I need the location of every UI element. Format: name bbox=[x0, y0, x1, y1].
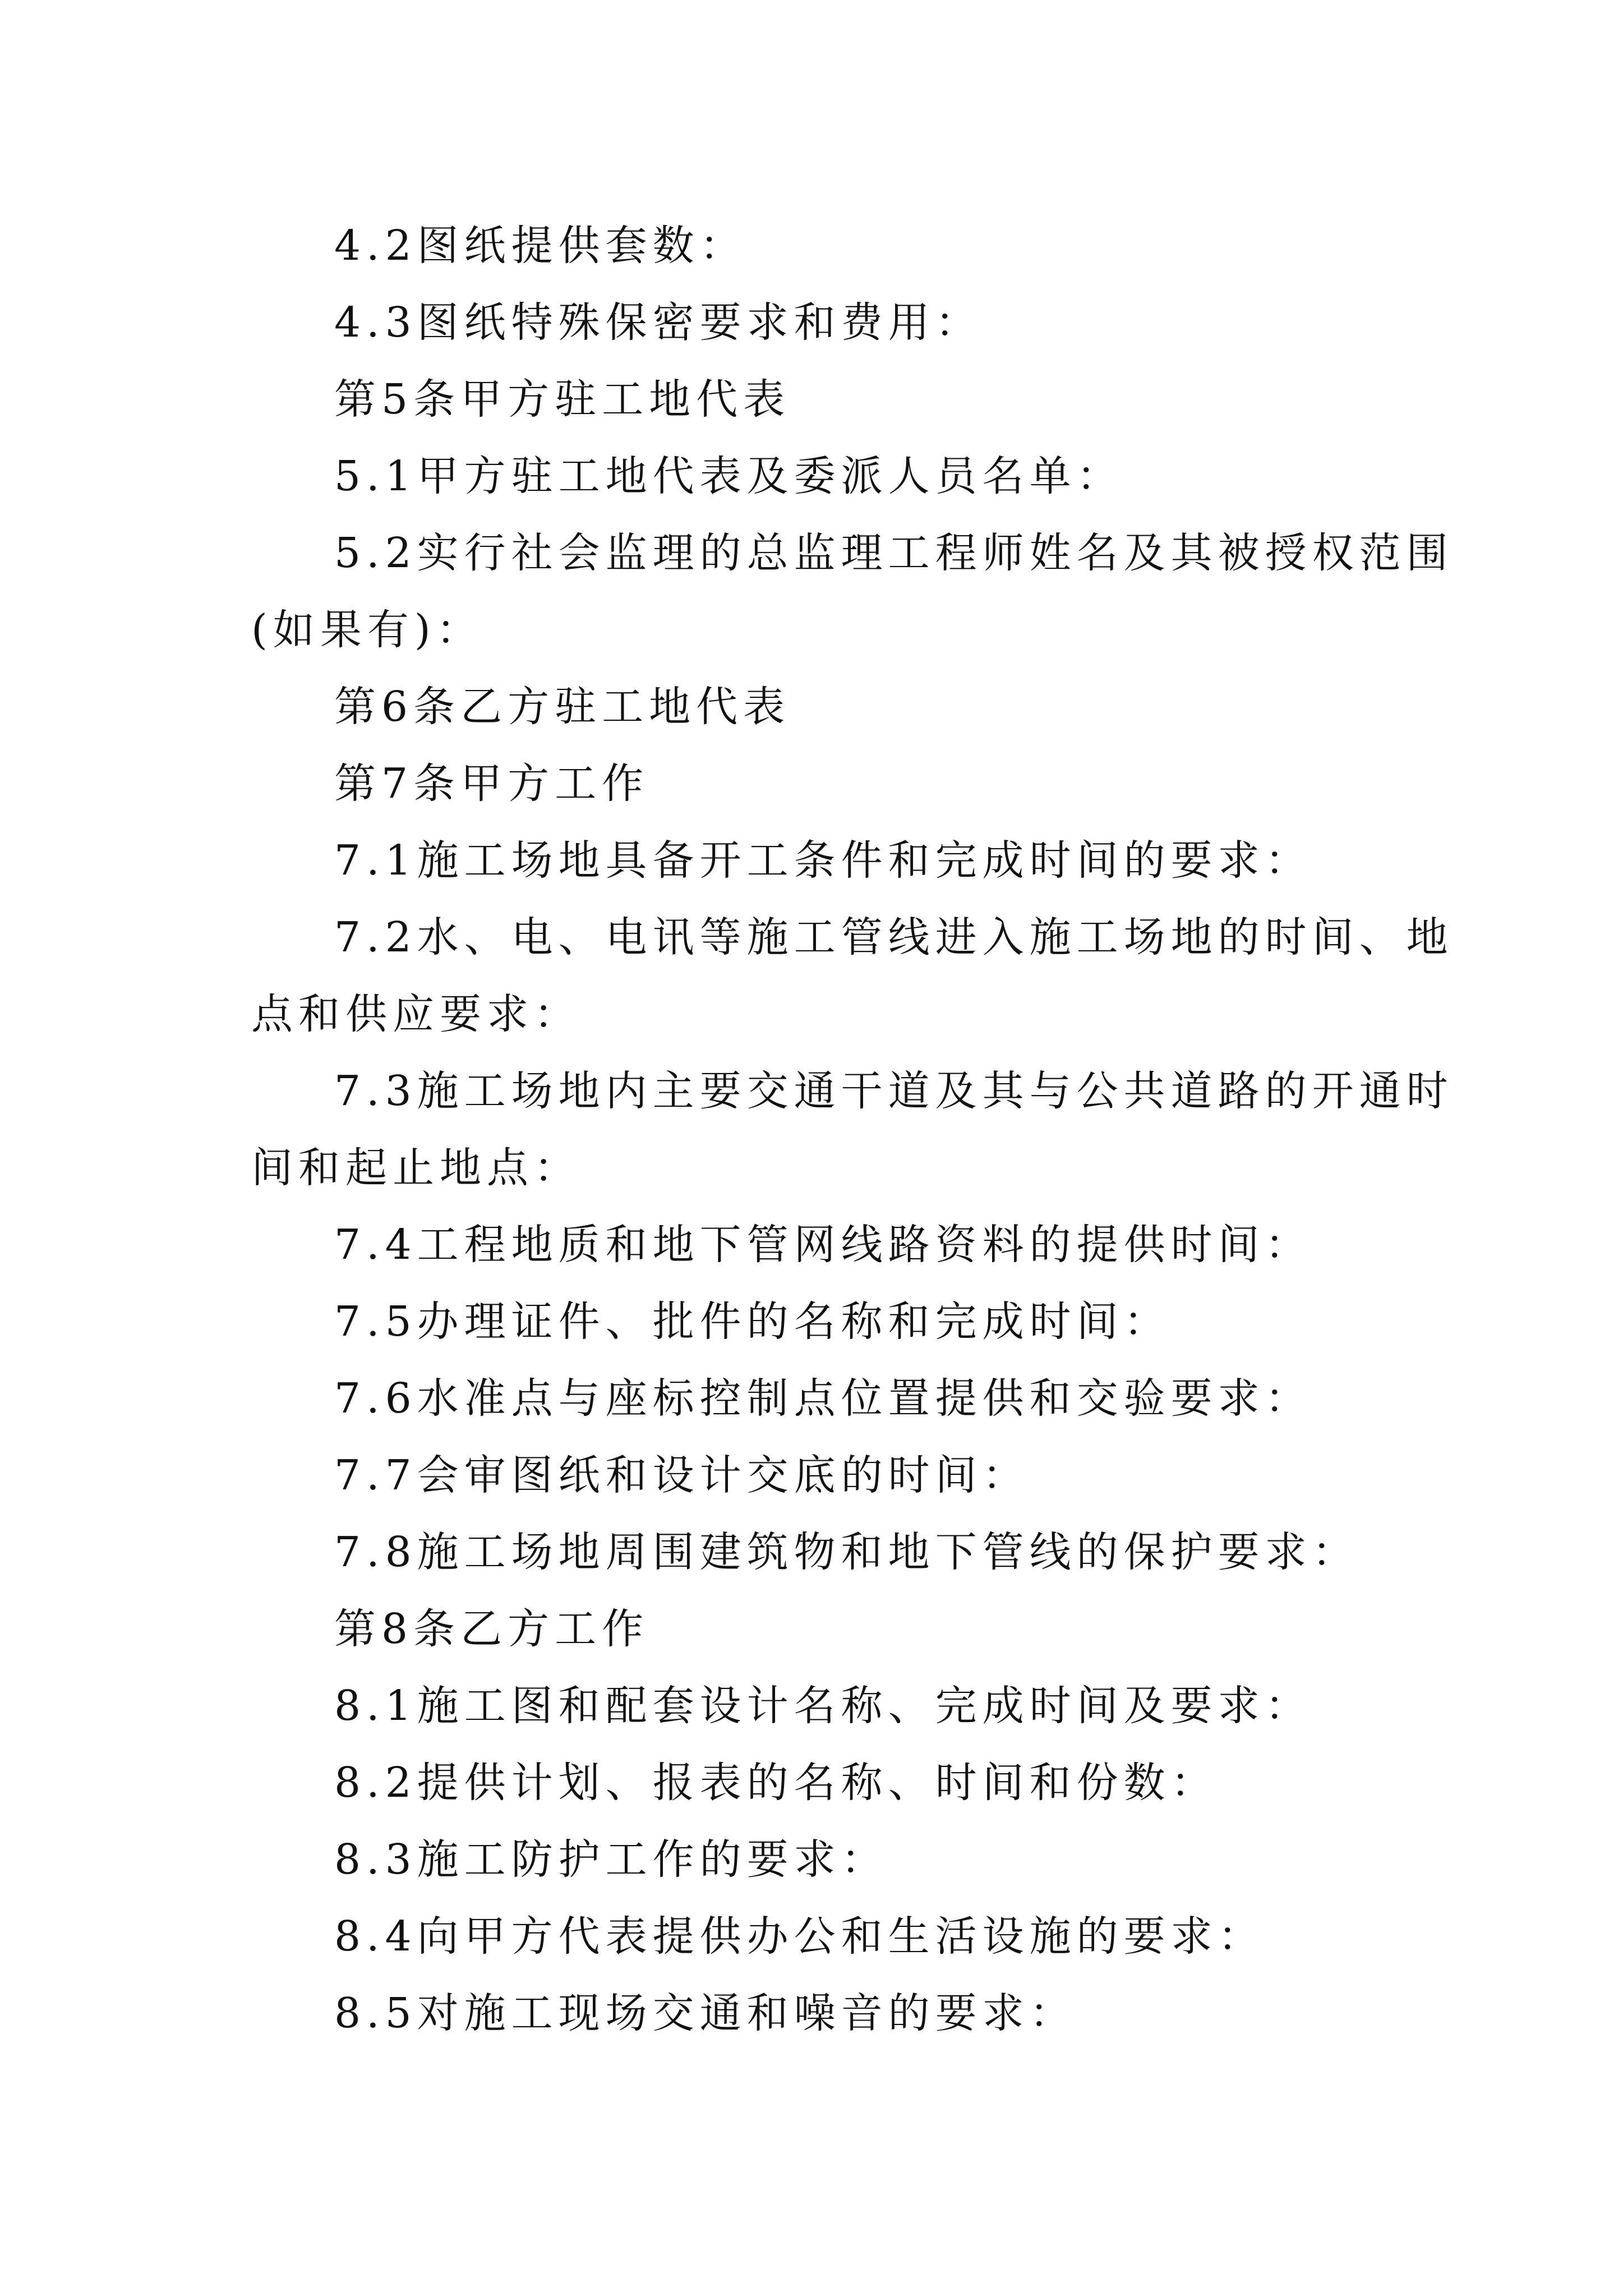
text-line: 7.2水、电、电讯等施工管线进入施工场地的时间、地 bbox=[334, 913, 1454, 961]
text-line: 5.1甲方驻工地代表及委派人员名单： bbox=[334, 452, 1124, 500]
text-line: 8.5对施工现场交通和噪音的要求： bbox=[334, 1989, 1077, 2037]
text-line: 4.3图纸特殊保密要求和费用： bbox=[334, 298, 983, 347]
text-line: 5.2实行社会监理的总监理工程师姓名及其被授权范围 bbox=[334, 529, 1454, 577]
section-heading: 第6条乙方驻工地代表 bbox=[334, 683, 791, 731]
text-line: 7.8施工场地周围建筑物和地下管线的保护要求： bbox=[334, 1528, 1359, 1576]
text-line: 8.3施工防护工作的要求： bbox=[334, 1835, 888, 1884]
text-line-continuation: 间和起止地点： bbox=[251, 1144, 581, 1192]
text-line: 7.4工程地质和地下管网线路资料的提供时间： bbox=[334, 1221, 1312, 1269]
text-line: 4.2图纸提供套数： bbox=[334, 222, 747, 270]
text-line: 7.3施工场地内主要交通干道及其与公共道路的开通时 bbox=[334, 1067, 1454, 1115]
text-line: 8.4向甲方代表提供办公和生活设施的要求： bbox=[334, 1912, 1265, 1961]
section-heading: 第8条乙方工作 bbox=[334, 1605, 649, 1653]
text-line: 7.1施工场地具备开工条件和完成时间的要求： bbox=[334, 836, 1312, 885]
text-line: 8.1施工图和配套设计名称、完成时间及要求： bbox=[334, 1682, 1312, 1730]
document-body bbox=[251, 208, 1454, 2052]
text-line: 8.2提供计划、报表的名称、时间和份数： bbox=[334, 1759, 1218, 1807]
section-heading: 第5条甲方驻工地代表 bbox=[334, 375, 791, 424]
text-line: 7.5办理证件、批件的名称和完成时间： bbox=[334, 1297, 1171, 1346]
section-heading: 第7条甲方工作 bbox=[334, 760, 649, 808]
text-line-continuation: (如果有)： bbox=[251, 606, 483, 654]
text-line-continuation: 点和供应要求： bbox=[251, 990, 581, 1038]
text-line: 7.6水准点与座标控制点位置提供和交验要求： bbox=[334, 1374, 1312, 1423]
text-line: 7.7会审图纸和设计交底的时间： bbox=[334, 1451, 1030, 1499]
